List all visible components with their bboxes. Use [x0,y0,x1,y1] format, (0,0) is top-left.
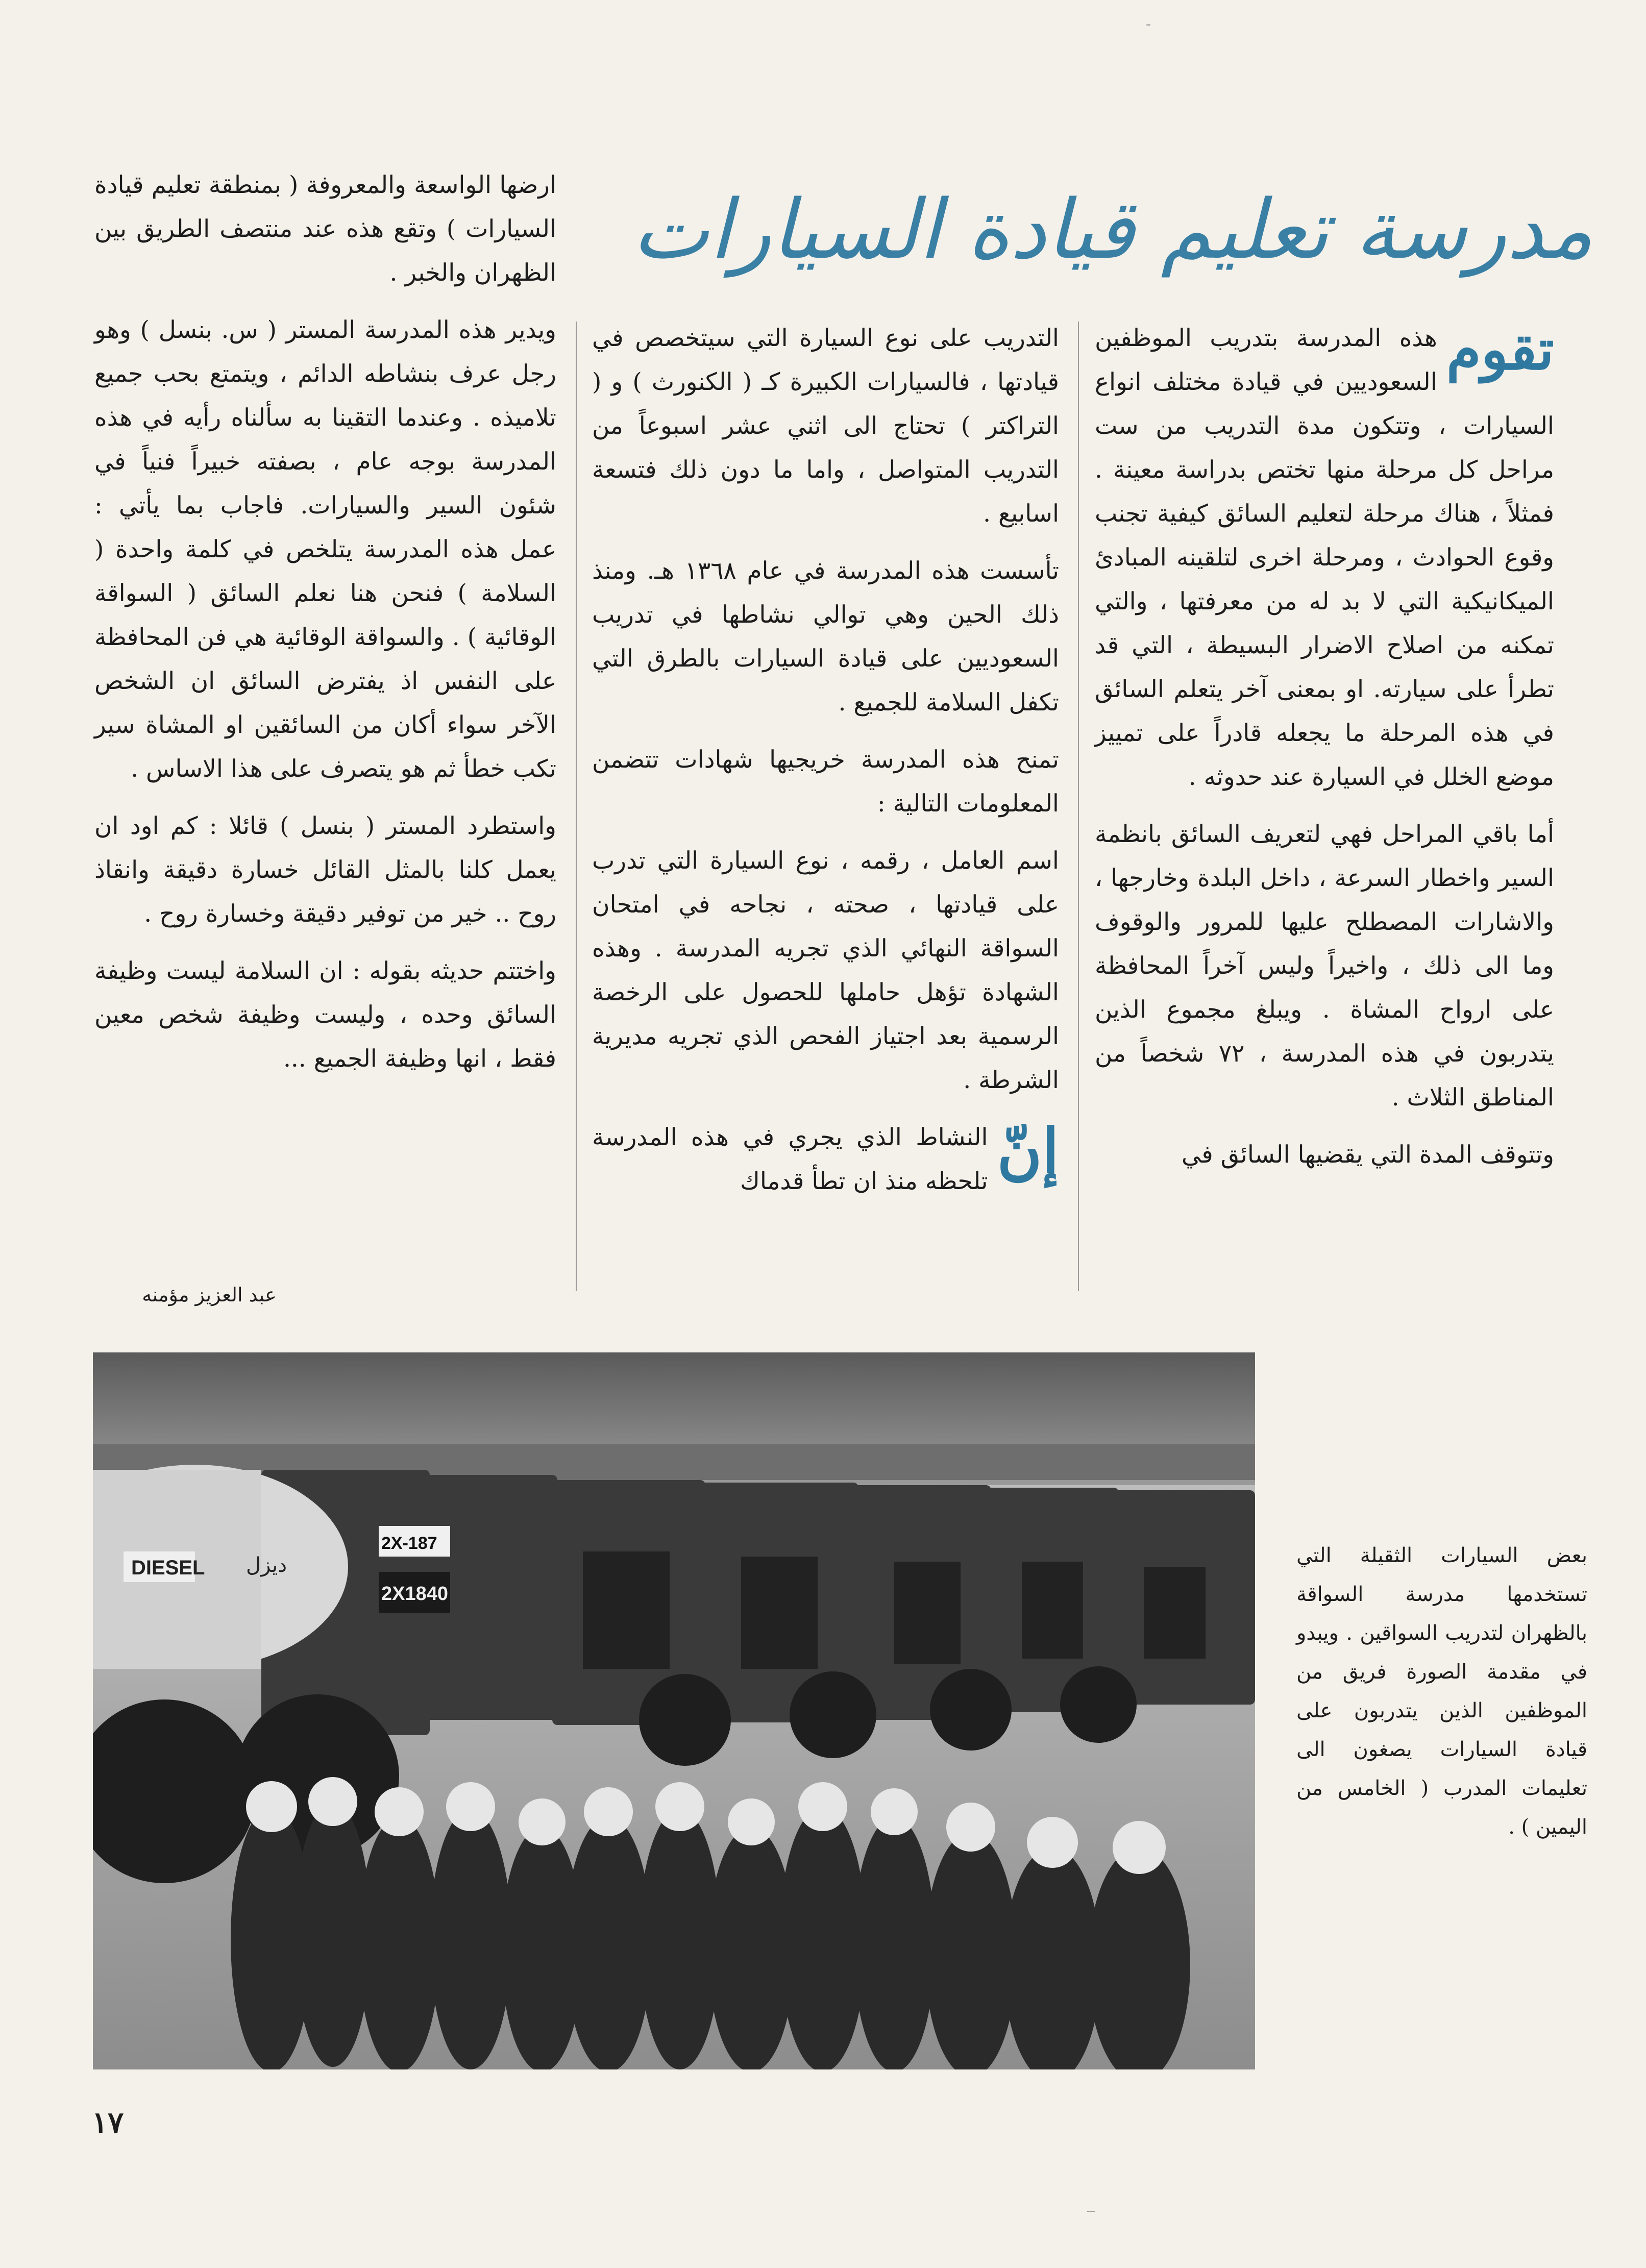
dropcap-word: تقوم [1446,316,1554,382]
column-middle [592,316,1059,1217]
paragraph: واختتم حديثه بقوله : ان السلامة ليست وظيفة السائق وحده ، وليست وظيفة شخص معين فقط ، انها وظيفة الجميع ... [94,957,556,1073]
paragraph: اسم العامل ، رقمه ، نوع السيارة التي تدرب على قيادتها ، صحته ، نجاحه في امتحان السواقة النهائي الذي تجريه المدرسة . وهذه الشهادة تؤهل حاملها للحصول على الرخصة الرسمية بعد اجتياز الفحص الذي تجريه مديرية الشرطة . [592,847,1059,1094]
print-mark: - [1146,15,1151,33]
column-right [1095,316,1554,1190]
column-left [94,163,556,1094]
trucks-photo-illustration [93,1352,1255,2069]
paragraph-text: النشاط الذي يجري في هذه المدرسة تلحظه منذ ان تطأ قدماك [592,1123,988,1195]
paragraph-text: هذه المدرسة بتدريب الموظفين السعوديين في قيادة مختلف انواع السيارات ، وتتكون مدة التدريب من ست مراحل كل مرحلة منها تختص بدراسة معينة . فمثلاً ، هناك مرحلة لتعليم السائق كيفية تجنب وقوع الحوادث ، ومرحلة اخرى لتلقينه المبادئ الميكانيكية التي لا بد له من معرفتها ، والتي تمكنه من اصلاح الاضرار البسيطة ، التي قد تطرأ على سيارته. او بمعنى آخر يتعلم السائق في هذه المرحلة ما يجعله قادراً على تمييز موضع الخلل في السيارة عند حدوثه . [1095,324,1554,791]
column-divider [576,322,577,1291]
author-byline: عبد العزيز مؤمنه [142,1284,277,1306]
paragraph: تمنح هذه المدرسة خريجيها شهادات تتضمن المعلومات التالية : [592,746,1059,818]
print-mark: _ [1087,2195,1095,2212]
paragraph: وتتوقف المدة التي يقضيها السائق في [1182,1141,1554,1169]
paragraph: ارضها الواسعة والمعروفة ( بمنطقة تعليم قيادة السيارات ) وتقع هذه عند منتصف الطريق بين الظهران والخبر . [94,171,556,287]
paragraph: أما باقي المراحل فهي لتعريف السائق بانظمة السير واخطار السرعة ، داخل البلدة وخارجها ، والاشارات المصطلح عليها للمرور والوقوف وما الى ذلك ، واخيراً وليس آخراً المحافظة على ارواح المشاة . ويبلغ مجموع الذين يتدربون في هذه المدرسة ، ٧٢ شخصاً من المناطق الثلاث . [1095,820,1554,1112]
plate-text-upper: 2X-187 [381,1534,437,1553]
paragraph: تأسست هذه المدرسة في عام ١٣٦٨ هـ. ومنذ ذلك الحين وهي توالي نشاطها في تدريب السعوديين على قيادة السيارات بالطرق التي تكفل السلامة للجميع . [592,557,1059,717]
plate-text-lower: 2X1840 [381,1583,449,1605]
article-photo [93,1352,1255,2069]
paragraph [592,1116,1059,1203]
paragraph: ويدير هذه المدرسة المستر ( س. بنسل ) وهو رجل عرف بنشاطه الدائم ، ويتمتع بحب جميع تلاميذه . وعندما التقينا به سألناه رأيه في هذه المدرسة بوجه عام ، بصفته خبيراً فنياً في شئون السير والسيارات. فاجاب بما يأتي : عمل هذه المدرسة يتلخص في كلمة واحدة ( السلامة ) فنحن هنا نعلم السائق ( السواقة الوقائية ) . والسواقة الوقائية هي فن المحافظة على النفس اذ يفترض السائق ان الشخص الآخر سواء أكان من السائقين او المشاة سير تكب خطأ ثم هو يتصرف على هذا الاساس . [94,316,556,783]
paragraph: واستطرد المستر ( بنسل ) قائلا : كم اود ان يعمل كلنا بالمثل القائل خسارة دقيقة وانقاذ روح .. خير من توفير دقيقة وخسارة روح . [94,812,556,928]
photo-caption: بعض السيارات الثقيلة التي تستخدمها مدرسة السواقة بالظهران لتدريب السواقين . ويبدو في مقدمة الصورة فريق من الموظفين الذين يتدربون على قيادة السيارات يصغون الى تعليمات المدرب ( الخامس من اليمين ) . [1296,1544,1587,1839]
paragraph [1095,316,1554,799]
tank-label: DIESEL [131,1557,205,1579]
article-title: مدرسة تعليم قيادة السيارات [632,182,1593,277]
tank-label-arabic: ديزل [246,1554,287,1577]
column-divider [1078,322,1079,1291]
page-number: ١٧ [92,2105,124,2140]
paragraph: التدريب على نوع السيارة التي سيتخصص في قيادتها ، فالسيارات الكبيرة كـ ( الكنورث ) و ( التراكتر ) تحتاج الى اثني عشر اسبوعاً من التدريب المتواصل ، واما ما دون ذلك فتسعة اسابيع . [592,324,1059,528]
dropcap-word: إنّ [997,1115,1059,1187]
